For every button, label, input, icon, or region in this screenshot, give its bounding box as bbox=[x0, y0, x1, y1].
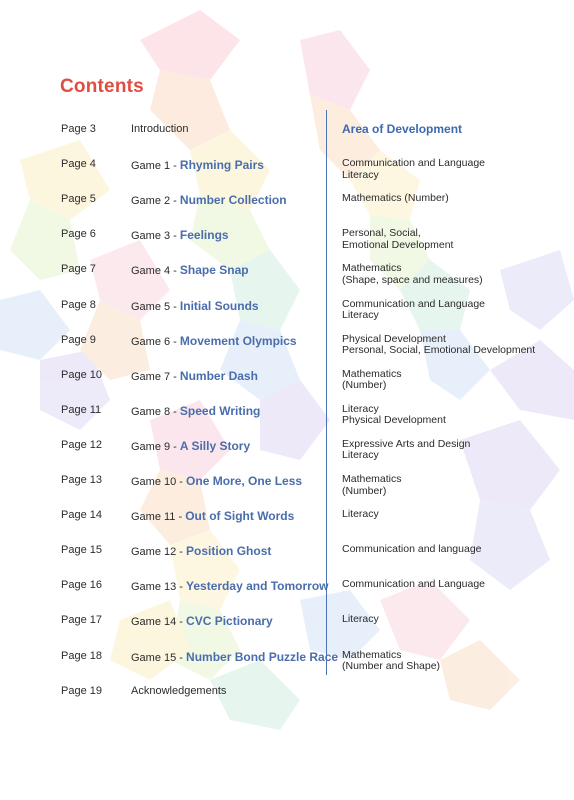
area-of-development bbox=[342, 369, 402, 392]
page-number: Page 17 bbox=[61, 614, 102, 627]
page-number: Page 13 bbox=[61, 474, 102, 486]
area-of-development bbox=[342, 263, 483, 286]
entry-prefix: Game 11 - bbox=[131, 511, 186, 524]
entry-title bbox=[131, 228, 229, 242]
area-line: Personal, Social, Emotional Development bbox=[342, 344, 536, 357]
contents-row[interactable] bbox=[0, 439, 574, 469]
page-number: Page 3 bbox=[61, 123, 96, 135]
game-name: Position Ghost bbox=[186, 544, 272, 559]
game-name: Feelings bbox=[179, 228, 229, 243]
contents-row[interactable] bbox=[0, 158, 574, 188]
page-number: Page 9 bbox=[61, 333, 96, 346]
game-name: A Silly Story bbox=[179, 438, 251, 453]
entry-prefix: Game 13 - bbox=[131, 581, 187, 594]
game-name: Initial Sounds bbox=[179, 298, 259, 313]
contents-row[interactable] bbox=[0, 193, 574, 223]
entry-title bbox=[131, 299, 259, 313]
area-line: Literacy bbox=[342, 309, 379, 321]
entry-prefix: Acknowledgements bbox=[131, 684, 227, 697]
contents-row[interactable] bbox=[0, 228, 574, 258]
entry-prefix: Game 14 - bbox=[131, 616, 187, 629]
game-name: Number Bond Puzzle Race bbox=[186, 649, 339, 664]
area-line: Communication and Language bbox=[342, 157, 486, 170]
area-line: (Number) bbox=[342, 379, 387, 392]
contents-row[interactable] bbox=[0, 299, 574, 329]
game-name: Number Collection bbox=[179, 193, 287, 208]
game-name: CVC Pictionary bbox=[186, 614, 273, 629]
area-of-development-header: Area of Development bbox=[342, 122, 463, 136]
contents-row[interactable] bbox=[0, 334, 574, 364]
entry-prefix: Game 3 - bbox=[131, 230, 180, 243]
game-name: Shape Snap bbox=[179, 263, 249, 278]
area-line: Mathematics bbox=[342, 648, 402, 661]
area-of-development bbox=[342, 404, 446, 427]
entry-prefix: Game 5 - bbox=[131, 300, 180, 313]
entry-prefix: Game 1 - bbox=[131, 160, 180, 173]
area-line: Physical Development bbox=[342, 332, 446, 345]
game-name: Rhyming Pairs bbox=[179, 158, 264, 173]
game-name: Yesterday and Tomorrow bbox=[186, 579, 329, 594]
area-of-development bbox=[342, 650, 440, 673]
entry-title bbox=[131, 685, 226, 697]
entry-prefix: Game 10 - bbox=[131, 476, 187, 488]
area-of-development bbox=[342, 299, 485, 322]
area-of-development bbox=[342, 193, 449, 205]
area-of-development bbox=[342, 544, 482, 556]
page-number: Page 7 bbox=[61, 263, 96, 276]
page-number: Page 19 bbox=[61, 684, 102, 697]
contents-row[interactable] bbox=[0, 263, 574, 293]
contents-row[interactable] bbox=[0, 685, 574, 715]
entry-title bbox=[131, 334, 297, 348]
entry-prefix: Game 9 - bbox=[131, 440, 180, 453]
area-of-development bbox=[342, 158, 485, 181]
area-line: Literacy bbox=[342, 168, 379, 181]
contents-row[interactable] bbox=[0, 579, 574, 609]
entry-title bbox=[131, 263, 249, 277]
area-line: (Number) bbox=[342, 484, 387, 497]
entry-prefix: Game 7 - bbox=[131, 370, 180, 383]
page-number: Page 6 bbox=[61, 228, 96, 241]
page-title: Contents bbox=[60, 76, 144, 97]
contents-row[interactable] bbox=[0, 614, 574, 644]
entry-title bbox=[131, 439, 250, 453]
entry-title bbox=[131, 158, 264, 172]
contents-row[interactable] bbox=[0, 544, 574, 574]
area-line: Literacy bbox=[342, 508, 379, 521]
entry-title bbox=[131, 544, 271, 558]
area-of-development bbox=[342, 228, 453, 251]
page-number: Page 10 bbox=[61, 368, 102, 381]
area-line: Mathematics (Number) bbox=[342, 192, 449, 205]
area-line: Literacy bbox=[342, 402, 379, 415]
area-of-development bbox=[342, 474, 402, 497]
page-number: Page 16 bbox=[61, 579, 102, 592]
game-name: Speed Writing bbox=[179, 403, 261, 418]
contents-row[interactable] bbox=[0, 123, 574, 153]
area-line: (Number and Shape) bbox=[342, 660, 441, 672]
area-line: Expressive Arts and Design bbox=[342, 437, 471, 450]
area-line: Emotional Development bbox=[342, 238, 454, 251]
contents-row[interactable] bbox=[0, 404, 574, 434]
entry-prefix: Introduction bbox=[131, 123, 189, 135]
entry-title bbox=[131, 404, 260, 418]
area-of-development bbox=[342, 334, 535, 357]
area-of-development bbox=[342, 439, 470, 462]
area-line: Communication and Language bbox=[342, 578, 486, 591]
page-number: Page 14 bbox=[61, 509, 102, 522]
area-line: Communication and Language bbox=[342, 297, 486, 310]
entry-title bbox=[131, 650, 338, 664]
page-number: Page 8 bbox=[61, 298, 96, 311]
entry-title bbox=[131, 509, 294, 523]
entry-title bbox=[131, 193, 287, 207]
game-name: Number Dash bbox=[179, 368, 258, 383]
area-line: Mathematics bbox=[342, 367, 402, 380]
area-line: Literacy bbox=[342, 613, 379, 626]
area-of-development bbox=[342, 614, 379, 626]
contents-row[interactable] bbox=[0, 369, 574, 399]
entry-prefix: Game 8 - bbox=[131, 405, 180, 418]
contents-row[interactable] bbox=[0, 474, 574, 504]
area-line: Mathematics bbox=[342, 473, 402, 485]
entry-prefix: Game 4 - bbox=[131, 265, 180, 278]
area-line: Personal, Social, bbox=[342, 227, 421, 240]
area-line: (Shape, space and measures) bbox=[342, 273, 483, 286]
game-name: Out of Sight Words bbox=[185, 509, 295, 524]
area-line: Mathematics bbox=[342, 262, 402, 275]
entry-prefix: Game 12 - bbox=[131, 546, 187, 559]
entry-title bbox=[131, 579, 329, 593]
game-name: Movement Olympics bbox=[179, 333, 297, 348]
area-line: Literacy bbox=[342, 449, 379, 462]
page-number: Page 12 bbox=[61, 438, 102, 451]
page-number: Page 11 bbox=[61, 403, 102, 416]
entry-prefix: Game 15 - bbox=[131, 651, 187, 664]
game-name: One More, One Less bbox=[186, 474, 303, 488]
area-line: Physical Development bbox=[342, 414, 446, 427]
entry-title bbox=[131, 369, 258, 383]
contents-row[interactable] bbox=[0, 650, 574, 680]
contents-row[interactable] bbox=[0, 509, 574, 539]
page-number: Page 18 bbox=[61, 649, 102, 662]
entry-prefix: Game 2 - bbox=[131, 195, 180, 208]
page-number: Page 4 bbox=[61, 158, 96, 171]
entry-prefix: Game 6 - bbox=[131, 335, 180, 348]
area-of-development bbox=[342, 509, 379, 521]
area-line: Communication and language bbox=[342, 543, 482, 556]
entry-title bbox=[131, 474, 302, 488]
entry-title bbox=[131, 614, 273, 628]
area-of-development bbox=[342, 579, 485, 591]
entry-title bbox=[131, 123, 188, 135]
page-number: Page 15 bbox=[61, 544, 102, 557]
page-number: Page 5 bbox=[61, 193, 96, 206]
